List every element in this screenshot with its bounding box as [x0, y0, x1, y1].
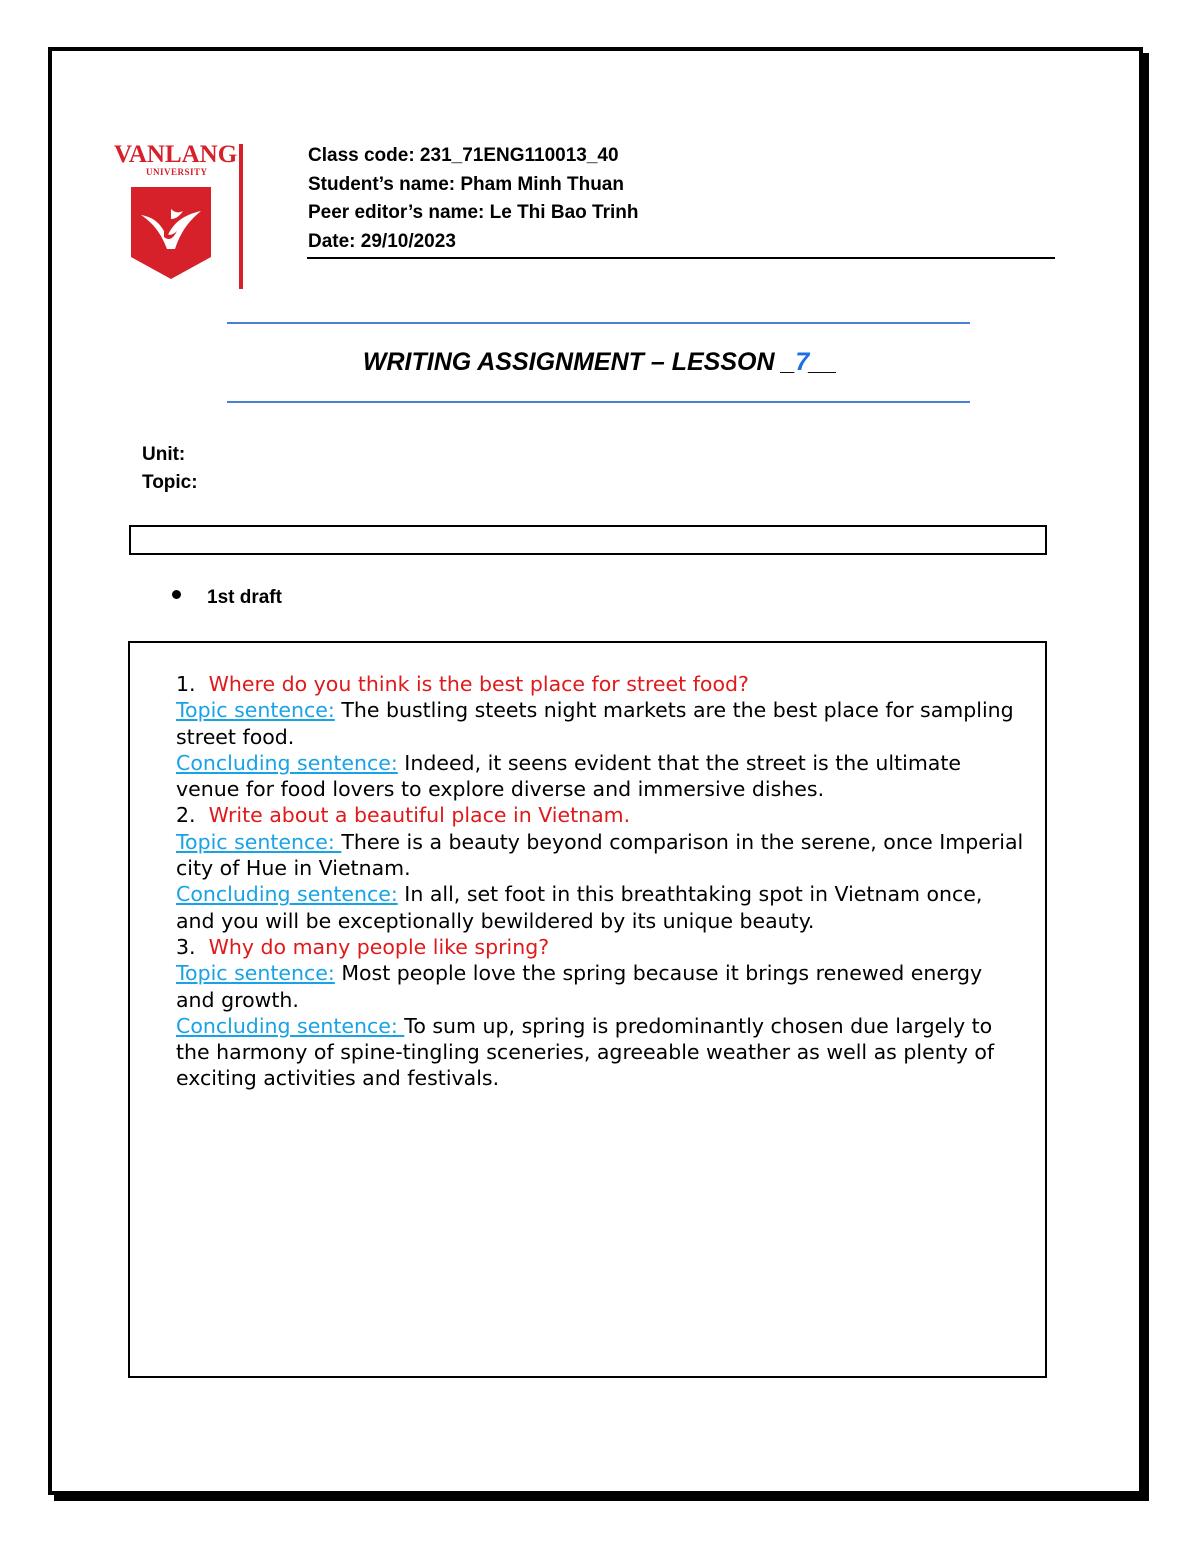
question: Write about a beautiful place in Vietnam. [208, 803, 631, 828]
list-item [176, 934, 1026, 960]
title-bottom-rule [227, 401, 970, 403]
topic-sentence-text: Most people love the spring because it brings renewed energy and growth. [176, 961, 983, 1012]
concluding-sentence-label: Concluding sentence: [176, 1013, 405, 1038]
logo-divider [239, 144, 243, 289]
logo-name: VANLANG [114, 141, 238, 168]
topic-sentence-text: There is a beauty beyond comparison in the serene, once Imperial city of Hue in Vietnam. [176, 829, 1024, 881]
page-title [0, 348, 1200, 377]
unit-topic-block [142, 441, 198, 497]
concluding-sentence [176, 1013, 1026, 1092]
title-top-rule [227, 322, 970, 324]
lesson-number: 7 [795, 348, 810, 376]
list-item [176, 671, 1026, 697]
concluding-sentence-label: Concluding sentence: [176, 750, 398, 775]
question-number: 2. [176, 803, 196, 828]
unit-label: Unit: [142, 444, 186, 465]
class-code: Class code: 231_71ENG110013_40 [308, 145, 619, 166]
topic-label: Topic: [142, 472, 198, 493]
title-prefix: WRITING ASSIGNMENT – LESSON _ [362, 348, 796, 376]
question-number: 1. [176, 672, 196, 696]
bullet-icon [172, 590, 181, 599]
topic-sentence-label: Topic sentence: [176, 961, 335, 986]
list-item [176, 802, 1026, 828]
question: Where do you think is the best place for street food? [208, 672, 749, 696]
question-number: 3. [176, 934, 196, 959]
logo-subtitle: UNIVERSITY [146, 167, 208, 177]
student-name: Student’s name: Pham Minh Thuan [308, 173, 624, 195]
draft-heading-label: 1st draft [207, 587, 282, 608]
topic-sentence [176, 960, 1026, 1013]
date: Date: 29/10/2023 [308, 230, 456, 252]
concluding-sentence-label: Concluding sentence: [176, 882, 398, 907]
peer-editor-name: Peer editor’s name: Le Thi Bao Trinh [308, 202, 639, 223]
shield-icon [131, 187, 211, 279]
header-info [308, 142, 638, 256]
concluding-sentence-text: Indeed, it seens evident that the street is the ultimate venue for food lovers to explore diverse and immersive dishes. [176, 750, 961, 802]
topic-sentence [176, 697, 1026, 750]
concluding-sentence-text: To sum up, spring is predominantly chosen due largely to the harmony of spine-tingling sceneries, agreeable weather as well as plenty of exciting activities and festivals. [176, 1013, 995, 1091]
concluding-sentence-text: In all, set foot in this breathtaking spot in Vietnam once, and you will be exceptionally bewildered by its unique beauty. [176, 882, 983, 933]
draft-heading [172, 587, 282, 609]
concluding-sentence [176, 750, 1026, 803]
topic-sentence-label: Topic sentence: [176, 829, 342, 854]
title-suffix: __ [809, 348, 838, 376]
topic-box [129, 525, 1047, 555]
draft-content [176, 671, 1026, 1092]
topic-sentence-label: Topic sentence: [176, 698, 335, 723]
topic-sentence [176, 829, 1026, 882]
topic-sentence-text: The bustling steets night markets are the best place for sampling street food. [176, 698, 1014, 749]
header-underline [307, 257, 1055, 259]
question: Why do many people like spring? [208, 934, 550, 959]
concluding-sentence [176, 881, 1026, 934]
